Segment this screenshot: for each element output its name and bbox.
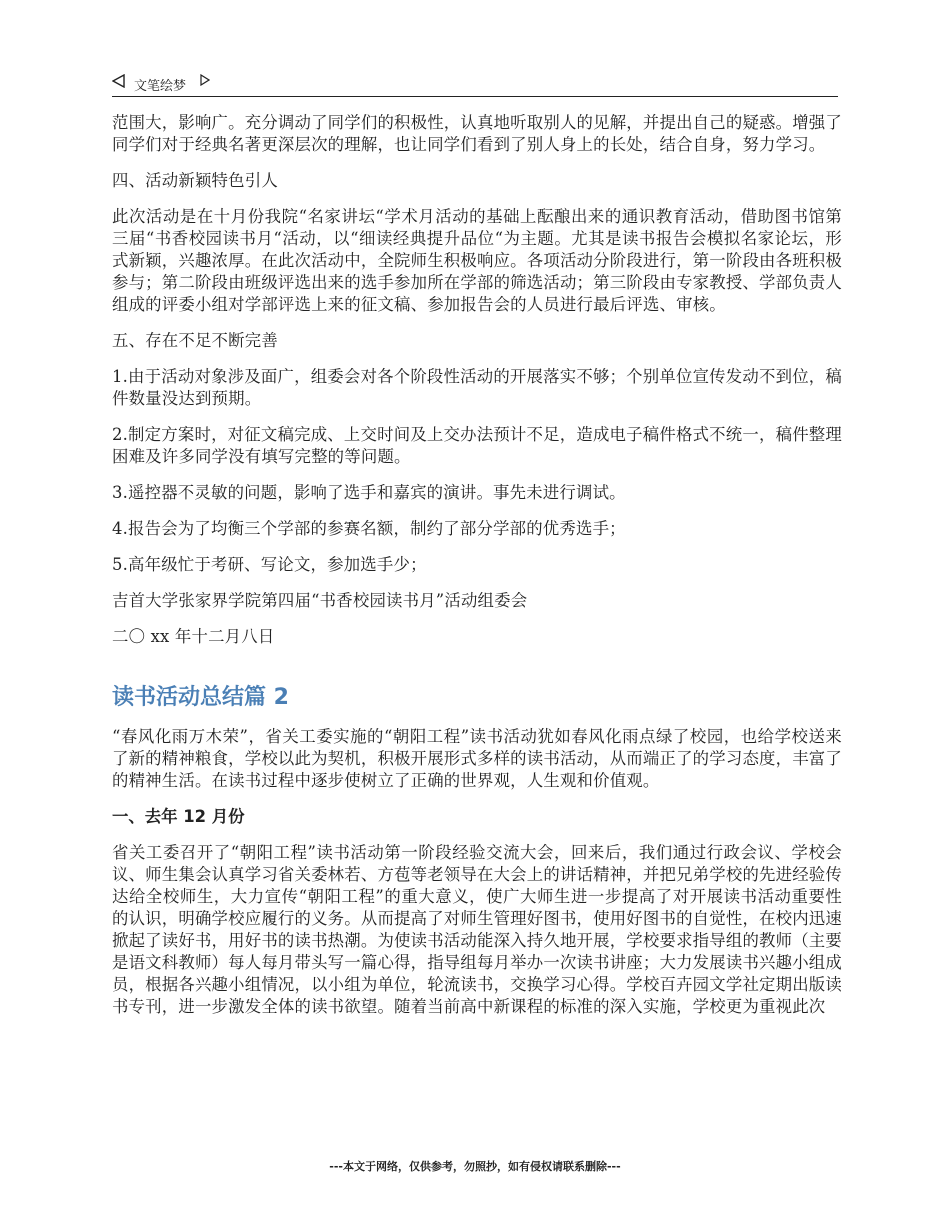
paragraph: 省关工委召开了“朝阳工程”读书活动第一阶段经验交流大会，回来后，我们通过行政会议、学校会议、师生集会认真学习省关委林若、方苞等老领导在大会上的讲话精神，并把兄弟学校的先进经验传达给全校师生，大力宣传“朝阳工程”的重大意义，使广大师生进一步提高了对开展读书活动重要性的认识，明确学校应履行的义务。从而提高了对师生管理好图书，使用好图书的自觉性，在校内迅速掀起了读好书，用好书的读书热潮。为使读书活动能深入持久地开展，学校要求指导组的教师（主要是语文科教师）每人每月带头写一篇心得，指导组每月举办一次读书讲座；大力发展读书兴趣小组成员，根据各兴趣小组情况，以小组为单位，轮流读书，交换学习心得。学校百卉园文学社定期出版读书专刊，进一步激发全体的读书欲望。随着当前高中新课程的标准的深入实施，学校更为重视此次 [112,843,842,1016]
signature: 吉首大学张家界学院第四届“书香校园读书月”活动组委会 [112,591,528,610]
list-item: 3.遥控器不灵敏的问题，影响了选手和嘉宾的演讲。事先未进行调试。 [112,483,626,502]
list-item: 2.制定方案时，对征文稿完成、上交时间及上交办法预计不足，造成电子稿件格式不统一，稿件整理困难及许多同学没有填写完整的等问题。 [112,425,842,466]
list-item: 5.高年级忙于考研、写论文，参加选手少； [112,555,427,574]
triangle-left-icon [112,74,126,88]
paragraph: 此次活动是在十月份我院“名家讲坛“学术月活动的基础上酝酿出来的通识教育活动，借助图书馆第三届“书香校园读书月“活动，以“细读经典提升品位“为主题。尤其是读书报告会模拟名家论坛，形式新颖，兴趣浓厚。在此次活动中，全院师生积极响应。各项活动分阶段进行，第一阶段由各班积极参与；第二阶段由班级评选出来的选手参加所在学部的筛选活动；第三阶段由专家教授、学部负责人组成的评委小组对学部评选上来的征文稿、参加报告会的人员进行最后评选、审核。 [112,207,842,314]
page-header [112,70,838,97]
page-footer: ---本文于网络，仅供参考，勿照抄，如有侵权请联系删除--- [329,1160,621,1173]
list-item: 4.报告会为了均衡三个学部的参赛名额，制约了部分学部的优秀选手； [112,519,626,538]
header-brand: 文笔绘梦 [134,79,187,94]
date: 二〇 xx 年十二月八日 [112,627,275,646]
paragraph: “春风化雨万木荣”，省关工委实施的“朝阳工程”读书活动犹如春风化雨点绿了校园，也给学校送来了新的精神粮食，学校以此为契机，积极开展形式多样的读书活动，从而端正了的学习态度，丰富了的精神生活。在读书过程中逐步使树立了正确的世界观，人生观和价值观。 [112,727,842,790]
subheading: 一、去年 12 月份 [112,807,245,826]
paragraph: 范围大，影响广。充分调动了同学们的积极性，认真地听取别人的见解，并提出自己的疑惑。增强了同学们对于经典名著更深层次的理解，也让同学们看到了别人身上的长处，结合自身，努力学习。 [112,113,842,154]
section-heading: 五、存在不足不断完善 [112,331,278,350]
list-item: 1.由于活动对象涉及面广，组委会对各个阶段性活动的开展落实不够；个别单位宣传发动不到位，稿件数量没达到预期。 [112,367,842,408]
section-title: 读书活动总结篇 2 [112,685,289,710]
triangle-right-icon [200,74,210,86]
document-body [112,112,842,1018]
section-heading: 四、活动新颖特色引人 [112,171,278,190]
